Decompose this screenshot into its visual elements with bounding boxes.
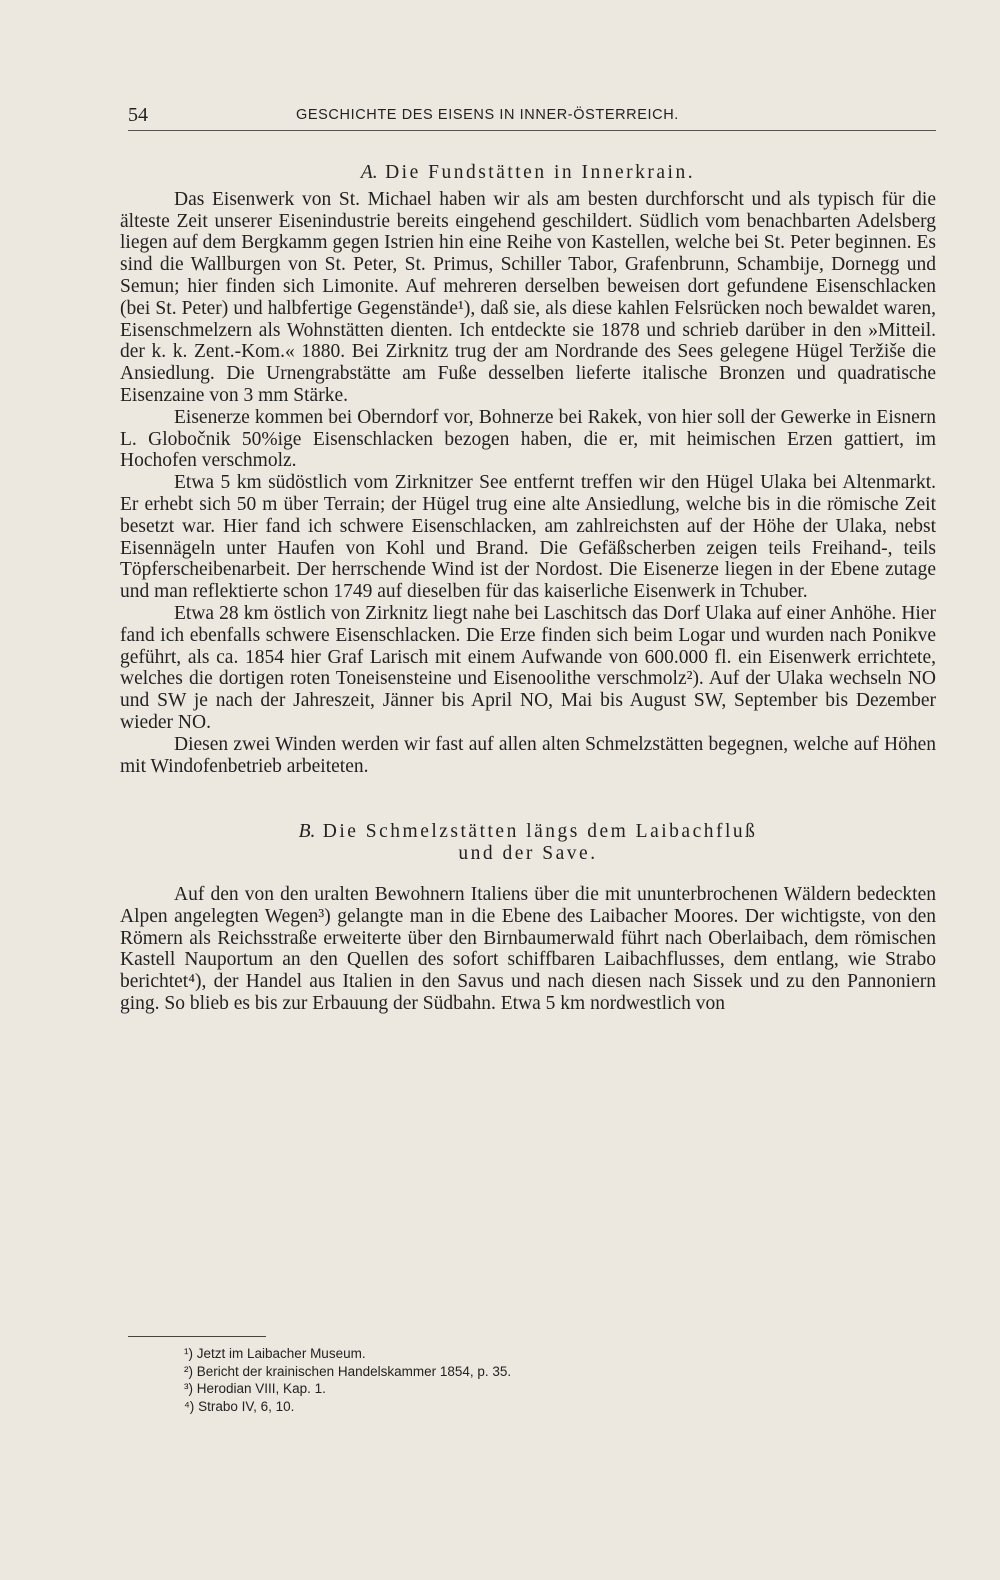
footnote-4-text: Strabo IV, 6, 10.: [198, 1398, 295, 1414]
section-b-heading: [120, 821, 936, 865]
page-number: 54: [128, 104, 148, 126]
section-spacer: [120, 777, 936, 821]
paragraph-a-5: Diesen zwei Winden werden wir fast auf allen alten Schmelzstätten begegnen, welche auf Höhen mit Windofenbetrieb arbeiteten.: [120, 733, 936, 777]
footnote-4: [184, 1398, 784, 1416]
section-b-title-line2: und der Save.: [458, 843, 598, 865]
footnote-4-mark: ⁴): [184, 1398, 195, 1414]
footnote-1-text: Jetzt im Laibacher Museum.: [196, 1346, 366, 1361]
footnotes: [184, 1345, 784, 1415]
section-a-marker: A.: [360, 162, 378, 183]
footnote-rule: [128, 1336, 266, 1337]
paragraph-a-2: Eisenerze kommen bei Oberndorf vor, Bohnerze bei Rakek, von hier soll der Gewerke in Eisnern L. Globočnik 50%ige Eisenschlacken bezogen haben, die er, mit heimischen Erzen gattiert, im Hochofen verschmolz.: [120, 406, 936, 472]
page-header: [128, 104, 936, 131]
paragraph-b-1: Auf den von den uralten Bewohnern Italiens über die mit ununterbrochenen Wäldern bedeckten Alpen angelegten Wegen³) gelangte man in die Ebene des Laibacher Moores. Der wichtigste, von den Römern als Reichsstraße erweiterte über den Birnbaumerwald führt nach Oberlaibach, dem römischen Kastell Nauportum an den Quellen des sofort schiffbaren Laibachflusses, dem entlang, wie Strabo berichtet⁴), der Handel aus Italien in den Savus und nach diesen nach Sissek und zu den Pannoniern ging. So blieb es bis zur Erbauung der Südbahn. Etwa 5 km nordwestlich von: [120, 883, 936, 1014]
running-head: GESCHICHTE DES EISENS IN INNER-ÖSTERREICH.: [296, 107, 679, 123]
paragraph-a-1: Das Eisenwerk von St. Michael haben wir als am besten durchforscht und als typisch für die älteste Zeit unserer Eisenindustrie bereits eingehend geschildert. Südlich vom benachbarten Adelsberg liegen auf dem Bergkamm gegen Istrien hin eine Reihe von Kastellen, welche bei St. Peter beginnen. Es sind die Wallburgen von St. Peter, St. Primus, Schiller Tabor, Grafenbrunn, Schambije, Dornegg und Semun; hier finden sich Limonite. Auf mehreren derselben beweisen dort gefundene Eisenschlacken (bei St. Peter) und halbfertige Gegenstände¹), daß sie, als diese kahlen Felsrücken noch bewaldet waren, Eisenschmelzern als Wohnstätten dienten. Ich entdeckte sie 1878 und schrieb darüber in den »Mitteil. der k. k. Zent.-Kom.« 1880. Bei Zirknitz trug der am Nordrande des Sees gelegene Hügel Teržiše die Ansiedlung. Die Urnengrabstätte am Fuße desselben lieferte italische Bronzen und quadratische Eisenzaine von 3 mm Stärke.: [120, 188, 936, 406]
footnote-2: [184, 1363, 784, 1381]
section-a-heading: [120, 162, 936, 184]
footnote-3: [184, 1380, 784, 1398]
section-a-title: Die Fundstätten in Innerkrain.: [377, 162, 696, 183]
paragraph-a-3: Etwa 5 km südöstlich vom Zirknitzer See entfernt treffen wir den Hügel Ulaka bei Altenmarkt. Er erhebt sich 50 m über Terrain; der Hügel trug eine alte Ansiedlung, welche bis in die römische Zeit besetzt war. Hier fand ich schwere Eisenschlacken, am zahlreichsten auf der Höhe der Ulaka, nebst Eisennägeln unter Haufen von Kohl und Brand. Die Gefäßscherben zeigen teils Freihand-, teils Töpferscheibenarbeit. Der herrschende Wind ist der Nordost. Die Eisenerze liegen in der Ebene zutage und man reflektierte schon 1749 auf dieselben für das kaiserliche Eisenwerk in Tchuber.: [120, 472, 936, 603]
footnote-2-text: Bericht der krainischen Handelskammer 1854, p. 35.: [196, 1363, 512, 1379]
footnote-1-mark: ¹): [184, 1346, 193, 1361]
section-b-title-line1: Die Schmelzstätten längs dem Laibachfluß: [315, 821, 758, 843]
footnote-3-text: Herodian VIII, Kap. 1.: [196, 1381, 326, 1396]
heading-spacer: [120, 870, 936, 884]
paragraph-a-4: Etwa 28 km östlich von Zirknitz liegt nahe bei Laschitsch das Dorf Ulaka auf einer Anhöhe. Hier fand ich ebenfalls schwere Eisenschlacken. Die Erze finden sich beim Logar und wurden nach Ponikve geführt, als ca. 1854 hier Graf Larisch mit einem Aufwande von 600.000 fl. ein Eisenwerk errichtete, welches die dortigen roten Toneisensteine und Eisenoolithe verschmolz²). Auf der Ulaka wechseln NO und SW je nach der Jahreszeit, Jänner bis April NO, Mai bis August SW, September bis Dezember wieder NO.: [120, 602, 936, 733]
footnote-3-mark: ³): [184, 1381, 193, 1396]
footnote-2-mark: ²): [184, 1363, 193, 1379]
section-b-marker: B.: [298, 821, 316, 843]
body-text: [120, 162, 936, 1015]
footnote-1: [184, 1345, 784, 1363]
